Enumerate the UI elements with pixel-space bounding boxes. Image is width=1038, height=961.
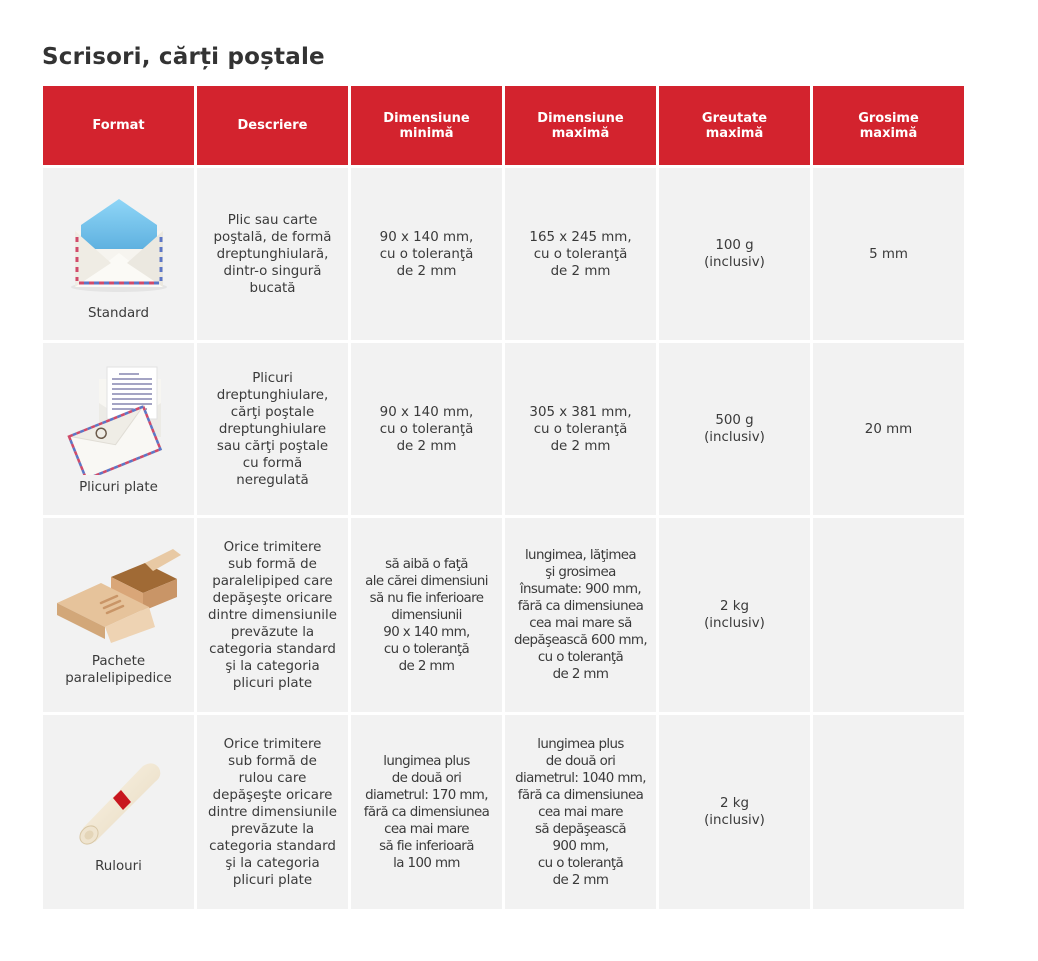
descriere-cell: Orice trimitere sub formă de rulou care depăşeşte oricare dintre dimensiunile prevăzute la categoria standard şi la categoria plicuri plate [197, 715, 348, 909]
format-cell [43, 715, 194, 909]
envelope-icon [65, 187, 173, 299]
greutate-maxima-cell: 2 kg (inclusiv) [659, 715, 810, 909]
format-label: Pachete paralelipipedice [65, 654, 172, 686]
dimensiune-maxima-cell: 305 x 381 mm, cu o toleranţă de 2 mm [505, 343, 656, 515]
dimensiune-maxima-cell: 165 x 245 mm, cu o toleranţă de 2 mm [505, 168, 656, 340]
grosime-maxima-cell [813, 518, 964, 712]
descriere-cell: Plicuri dreptunghiulare, cărţi poştale dreptunghiulare sau cărţi poştale cu formă neregulată [197, 343, 348, 515]
dimensiune-minima-cell: lungimea plus de două ori diametrul: 170 mm, fără ca dimensiunea cea mai mare să fie inferioară la 100 mm [351, 715, 502, 909]
table-header-row [43, 86, 964, 165]
greutate-maxima-cell: 2 kg (inclusiv) [659, 518, 810, 712]
format-label: Plicuri plate [79, 479, 158, 495]
descriere-cell: Orice trimitere sub formă de paralelipiped care depăşeşte oricare dintre dimensiunile prevăzute la categoria standard şi la categoria plicuri plate [197, 518, 348, 712]
format-cell [43, 343, 194, 515]
format-label: Rulouri [95, 858, 142, 874]
grosime-maxima-cell: 20 mm [813, 343, 964, 515]
header-greutate-maxima: Greutate maximă [659, 86, 810, 165]
flat-envelopes-icon [59, 363, 179, 475]
header-grosime-maxima: Grosime maximă [813, 86, 964, 165]
table-row [43, 343, 964, 515]
table-row [43, 715, 964, 909]
dimensiune-minima-cell: 90 x 140 mm, cu o toleranţă de 2 mm [351, 343, 502, 515]
dimensiune-maxima-cell: lungimea plus de două ori diametrul: 1040 mm, fără ca dimensiunea cea mai mare să depăşească 900 mm, cu o toleranţă de 2 mm [505, 715, 656, 909]
format-cell [43, 518, 194, 712]
dimensiune-minima-cell: să aibă o faţă ale cărei dimensiuni să nu fie inferioare dimensiunii 90 x 140 mm, cu o toleranţă de 2 mm [351, 518, 502, 712]
header-descriere: Descriere [197, 86, 348, 165]
format-cell [43, 168, 194, 340]
grosime-maxima-cell [813, 715, 964, 909]
header-dimensiune-minima: Dimensiune minimă [351, 86, 502, 165]
format-label: Standard [88, 305, 149, 321]
grosime-maxima-cell: 5 mm [813, 168, 964, 340]
page-title: Scrisori, cărți poștale [42, 44, 325, 70]
table-row [43, 518, 964, 712]
table-row [43, 168, 964, 340]
greutate-maxima-cell: 500 g (inclusiv) [659, 343, 810, 515]
header-dimensiune-maxima: Dimensiune maximă [505, 86, 656, 165]
header-format: Format [43, 86, 194, 165]
descriere-cell: Plic sau carte poştală, de formă dreptunghiulară, dintr-o singură bucată [197, 168, 348, 340]
dimensiune-maxima-cell: lungimea, lăţimea şi grosimea însumate: 900 mm, fără ca dimensiunea cea mai mare să depăşească 600 mm, cu o toleranţă de 2 mm [505, 518, 656, 712]
box-package-icon [53, 543, 185, 643]
postal-formats-table [40, 83, 967, 912]
greutate-maxima-cell: 100 g (inclusiv) [659, 168, 810, 340]
scroll-roll-icon [69, 750, 169, 850]
dimensiune-minima-cell: 90 x 140 mm, cu o toleranţă de 2 mm [351, 168, 502, 340]
